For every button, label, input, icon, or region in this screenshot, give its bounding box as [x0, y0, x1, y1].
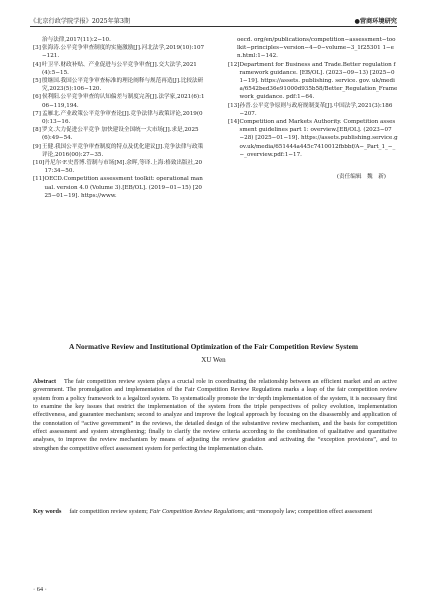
reference-number: [14] [228, 119, 240, 126]
reference-text: 叶卫平.财政补贴、产业促进与公平竞争审查[J].交大法学,2021(4):5−15. [42, 61, 197, 76]
reference-text: 王健.我国公平竞争审查制度的特点及优化建议[J].竞争法律与政策评论,2016(00):27−35. [42, 143, 204, 158]
reference-number: [8] [33, 127, 41, 134]
reference-text: 殷继国.我国公平竞争审查标准的理论阐释与规范再造[J].比较法研究,2023(5):106−120. [42, 78, 204, 93]
page-number: · 64 · [33, 586, 47, 593]
reference-text: 丹尼尔·F.史普博.管制与市场[M].余晖,等译.上海:格致出版社,2017:34−50. [44, 160, 203, 175]
references-right-column [228, 36, 398, 181]
reference-number: [6] [33, 94, 41, 101]
reference-text: oecd. org/en/publications/competition−assessment−too lkit−principles−version−4−0−volume−3_1f25301 1−en.html:1−142. [237, 37, 396, 60]
reference-item [33, 143, 205, 159]
reference-item [228, 102, 398, 118]
reference-item [33, 77, 205, 93]
reference-item [33, 110, 205, 126]
reference-text: 张海涛.公平竞争审查制度的实施激励[J].河北法学,2019(10):107−121. [42, 45, 205, 60]
reference-text: OECD.Competition assessment toolkit: operational manual. version 4.0 (Volume 3).[EB/OL]. (2019−01−15) [2025−01−19]. https://www. [44, 176, 203, 199]
reference-item [33, 36, 205, 44]
reference-item [33, 93, 205, 109]
reference-number: [13] [228, 102, 240, 109]
reference-number: [12] [228, 61, 240, 68]
keyword-part-3: ; anti−monopoly law; competition effect assessment [243, 508, 373, 515]
reference-number [33, 36, 42, 44]
reference-text: Competition and Markets Authority. Competition assessment guidelines part 1: overview.[EB/OL]. (2023−07−28) [2025−01−19]. https://assets.publishing.service.gov.uk/media/651444a445c7410012fbbbf/A−_Part_1_−_−_overview.pdf:1−17. [239, 119, 398, 158]
reference-number: [3] [33, 45, 41, 52]
journal-name: 《北京行政学院学报》2025年第3期 [30, 18, 131, 25]
english-title: A Normative Review and Institutional Optimization of the Fair Competition Review System [68, 342, 359, 351]
author-name: XU Wen [201, 356, 226, 364]
keywords [33, 508, 397, 516]
keywords-label: Key words [33, 508, 62, 515]
references-left-column [33, 36, 205, 200]
reference-number: [9] [33, 143, 41, 150]
reference-text: 侯利阳.公平竞争审查的认知偏差与制度完善[J].法学家,2021(6):106−119,194. [42, 94, 205, 109]
reference-number: [10] [33, 160, 45, 167]
section-name: ●营商环境研究 [354, 18, 397, 25]
reference-item [33, 44, 205, 60]
reference-text: 孙晋.公平竞争原则与政府规制变革[J].中国法学,2021(3):186−207. [239, 102, 393, 117]
reference-item [33, 175, 205, 200]
keyword-part-2: Fair Competition Review Regulations [149, 508, 244, 515]
reference-number: [7] [33, 110, 41, 117]
abstract-label: Abstract [33, 378, 57, 385]
reference-number [228, 36, 237, 61]
reference-number: [5] [33, 78, 41, 85]
reference-number: [11] [33, 176, 45, 183]
reference-item [228, 61, 398, 102]
abstract [33, 378, 397, 453]
reference-item [228, 36, 398, 61]
reference-item [33, 159, 205, 175]
reference-item [228, 118, 398, 159]
reference-number: [4] [33, 61, 41, 68]
reference-item [33, 61, 205, 77]
reference-text: 治与法律,2017(11):2−10. [42, 37, 111, 43]
reference-text: 孟雁北.产业政策公平竞争审查论[J].竞争法律与政策评论,2019(00):13−16. [42, 110, 203, 126]
running-header [30, 16, 397, 27]
reference-item [33, 126, 205, 142]
reference-text: 罗文.大力促进公平竞争 加快建设全国统一大市场[J].求是,2025(6):49−54. [42, 127, 199, 142]
editor-note: (责任编辑 魏 新) [336, 174, 386, 181]
reference-text: Department for Business and Trade.Better regulation framework guidance. [EB/OL]. (2023−09−13) [2025−01−19]. https://assets. publishing. service. gov. uk/media/6542bed36e91000d935b58/Better_Regulation_Framework_guidance. pdf:1−64. [239, 61, 398, 101]
keyword-part-1: fair competition review system; [69, 508, 148, 515]
abstract-text: The fair competition review system plays a crucial role in coordinating the relationship between an efficient market and an active government. The promulgation and implementation of the Fair Competition Review Regulations marks a leap of the fair competition review system from a policy framework to a legalized system. To systematically promote the in−depth implementation of the system, it is necessary first to examine the key issues that restrict the implementation of the system from the triple perspectives of policy evolution, implementation effectiveness, and guarantee mechanism; second to analyze and improve the logical approach by focusing on the disassembly and application of the connotation of “active government” in the reviews, the detailed design of the substantive review mechanism, and the basis for competition effect assessment and system strengthening; finally to clarify the review criteria according to the combination of qualitative and quantitative analyses, to improve the review mechanism by means of adjusting the review gradation and activating the “exception provisions”, and to strengthen the competitive effect assessment system for perfecting the implementation chain. [33, 378, 397, 452]
